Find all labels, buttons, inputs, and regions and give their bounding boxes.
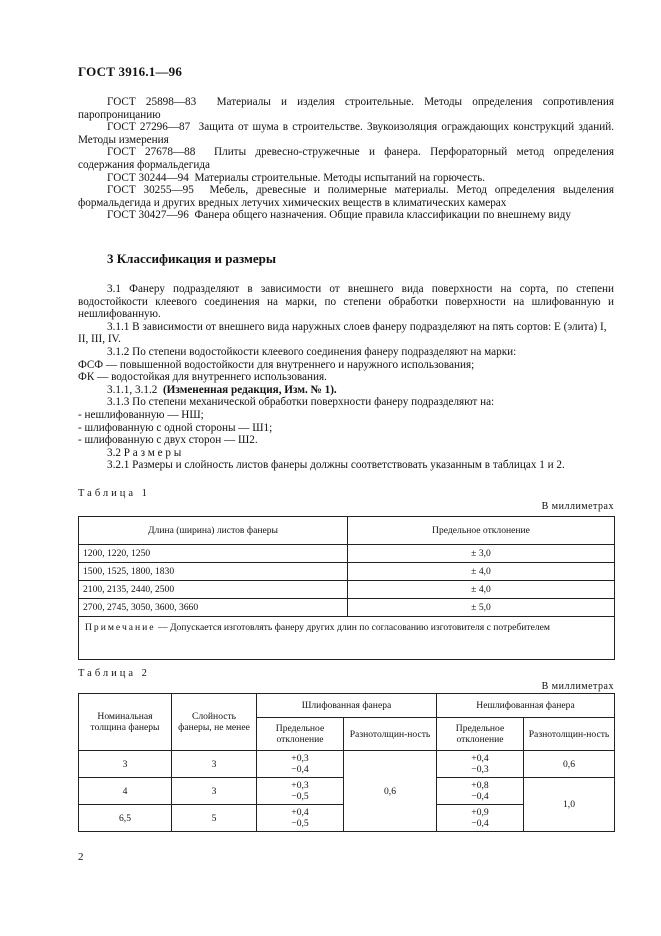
list-item: - шлифованную с одной стороны — Ш1; [78,421,273,434]
table-cell: 6,5 [79,805,172,832]
reference-item: ГОСТ 27296—87 Защита от шума в строительстве. Звукоизоляция ограждающих конструкций зданий. Методы измерения [78,121,615,146]
table-row [79,545,615,563]
references-list [78,96,614,222]
grade-fk: ФК — водостойкая для внутреннего использования. [78,371,327,384]
clause-3-1-2: 3.1.2 По степени водостойкости клеевого соединения фанеру подразделяют на марки: [107,345,517,358]
clauses-block [78,283,614,472]
table-cell: ± 5,0 [348,599,615,617]
table-note-row [79,617,615,660]
table-cell: +0,4 −0,3 [437,751,524,778]
table-cell: 1,0 [524,778,615,832]
table-cell: 5 [172,805,257,832]
table-cell: ± 3,0 [348,545,615,563]
table-cell: 2700, 2745, 3050, 3600, 3660 [79,599,348,617]
table-cell: 3 [79,751,172,778]
table-header: Длина (ширина) листов фанеры [79,517,348,545]
clause-3-2-1: 3.2.1 Размеры и слойность листов фанеры должны соответствовать указанным в таблицах 1 и 2. [107,459,565,472]
list-item: - нешлифованную — НШ; [78,408,204,421]
table-cell: +0,4 −0,5 [257,805,344,832]
table-cell: 3 [172,751,257,778]
table-row [79,563,615,581]
table-note: Примечание — Допускается изготовлять фанеру других длин по согласованию изготовителя с потребителем [79,617,615,660]
table-row [79,599,615,617]
table2-caption: Таблица 2 [78,668,150,679]
table2-unit: В миллиметрах [541,681,614,692]
table-cell: ± 4,0 [348,581,615,599]
table-cell: 2100, 2135, 2440, 2500 [79,581,348,599]
header-deviation: Предельное отклонение [257,718,344,751]
reference-item: ГОСТ 27678—88 Плиты древесно-стружечные и фанера. Перфораторный метод определения содержания формальдегида [78,146,615,171]
table1 [78,516,615,660]
page-number: 2 [78,851,84,863]
reference-item: ГОСТ 30255—95 Мебель, древесные и полимерные материалы. Метод определения выделения формальдегида и других вредных летучих химических веществ в климатических камерах [78,184,614,209]
reference-item: ГОСТ 30427—96 Фанера общего назначения. Общие правила классификации по внешнему виду [107,209,571,222]
list-item: - шлифованную с двух сторон — Ш2. [78,434,258,447]
table-cell: +0,3 −0,5 [257,778,344,805]
clause-3-1-3: 3.1.3 По степени механической обработки поверхности фанеру подразделяют на: [107,396,495,409]
table-cell: ± 4,0 [348,563,615,581]
header-unsanded: Нешлифованная фанера [437,694,615,718]
clause-3-2: 3.2 Р а з м е р ы [107,446,182,459]
header-thickness-difference: Разнотолщин-ность [344,718,437,751]
clause-3-1: 3.1 Фанеру подразделяют в зависимости от внешнего вида поверхности на сорта, по степени водостойкости клеевого соединения на марки, по степени обработки поверхности на шлифованную и нешлифованную. [78,283,614,321]
section-title: 3 Классификация и размеры [107,251,277,266]
header-plies: Слойность фанеры, не менее [172,694,257,751]
table1-unit: В миллиметрах [541,501,614,512]
table-cell: 1200, 1220, 1250 [79,545,348,563]
table-header: Предельное отклонение [348,517,615,545]
reference-item: ГОСТ 30244—94 Материалы строительные. Методы испытаний на горючесть. [107,171,486,184]
clause-3-1-1: 3.1.1 В зависимости от внешнего вида наружных слоев фанеру подразделяют на пять сортов: Е (элита) I, II, III, IV. [78,320,607,346]
table1-caption: Таблица 1 [78,488,150,499]
table2 [78,693,615,832]
edition-note: 3.1.1, 3.1.2 (Измененная редакция, Изм. № 1). [107,383,337,396]
grade-fsf: ФСФ — повышенной водостойкости для внутреннего и наружного использования; [78,358,475,371]
table-cell: 3 [172,778,257,805]
table-cell: +0,9 −0,4 [437,805,524,832]
header-thickness: Номинальная толщина фанеры [79,694,172,751]
table-cell: +0,8 −0,4 [437,778,524,805]
reference-item: ГОСТ 25898—83 Материалы и изделия строительные. Методы определения сопротивления паропроницанию [78,96,614,121]
header-sanded: Шлифованная фанера [257,694,437,718]
header-thickness-difference: Разнотолщин-ность [524,718,615,751]
table-row [79,581,615,599]
table-cell: 4 [79,778,172,805]
table-cell: 0,6 [524,751,615,778]
table-cell: +0,3 −0,4 [257,751,344,778]
table-cell: 1500, 1525, 1800, 1830 [79,563,348,581]
header-deviation: Предельное отклонение [437,718,524,751]
document-header: ГОСТ 3916.1—96 [78,64,183,79]
table-cell: 0,6 [344,751,437,832]
table-row [79,751,615,778]
